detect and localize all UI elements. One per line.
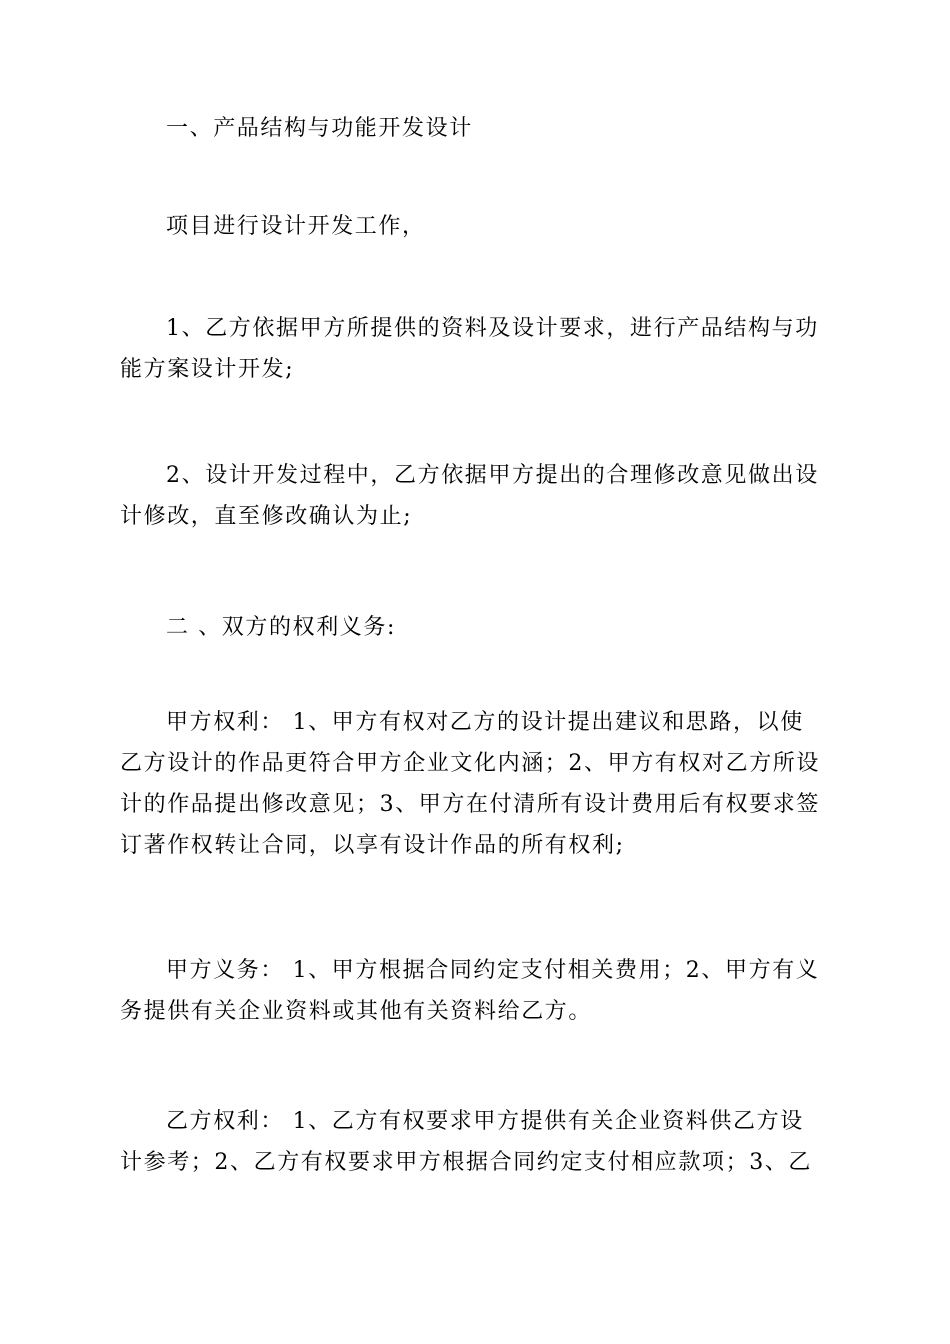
text-line: 一、产品结构与功能开发设计 [166,116,473,141]
paragraph-item-1 [120,308,832,390]
text-line: 甲方义务： 1、甲方根据合同约定支付相关费用；2、甲方有义 [166,958,820,983]
paragraph-party-a-rights [120,702,832,866]
text-line: 计的作品提出修改意见；3、甲方在付清所有设计费用后有权要求签 [120,792,820,817]
section-heading-1 [120,108,832,149]
text-line: 能方案设计开发; [120,357,295,382]
text-line: 二 、双方的权利义务: [166,615,397,640]
text-line: 订著作权转让合同，以享有设计作品的所有权利; [120,833,625,858]
text-line: 1、乙方依据甲方所提供的资料及设计要求，进行产品结构与功 [166,316,819,341]
text-line: 乙方设计的作品更符合甲方企业文化内涵；2、甲方有权对乙方所设 [120,751,820,776]
paragraph-item-2 [120,455,832,537]
paragraph-intro [120,206,832,247]
paragraph-party-b-rights [120,1101,832,1183]
paragraph-party-a-obligations [120,950,832,1032]
text-line: 项目进行设计开发工作， [166,214,426,239]
text-line: 2、设计开发过程中，乙方依据甲方提出的合理修改意见做出设 [166,463,819,488]
text-line: 乙方权利： 1、乙方有权要求甲方提供有关企业资料供乙方设 [166,1109,804,1134]
section-heading-2 [120,607,832,648]
text-line: 甲方权利： 1、甲方有权对乙方的设计提出建议和思路，以使 [166,710,804,735]
text-line: 计修改，直至修改确认为止; [120,504,413,529]
text-line: 计参考；2、乙方有权要求甲方根据合同约定支付相应款项；3、乙 [120,1150,812,1175]
text-line: 务提供有关企业资料或其他有关资料给乙方。 [120,999,593,1024]
